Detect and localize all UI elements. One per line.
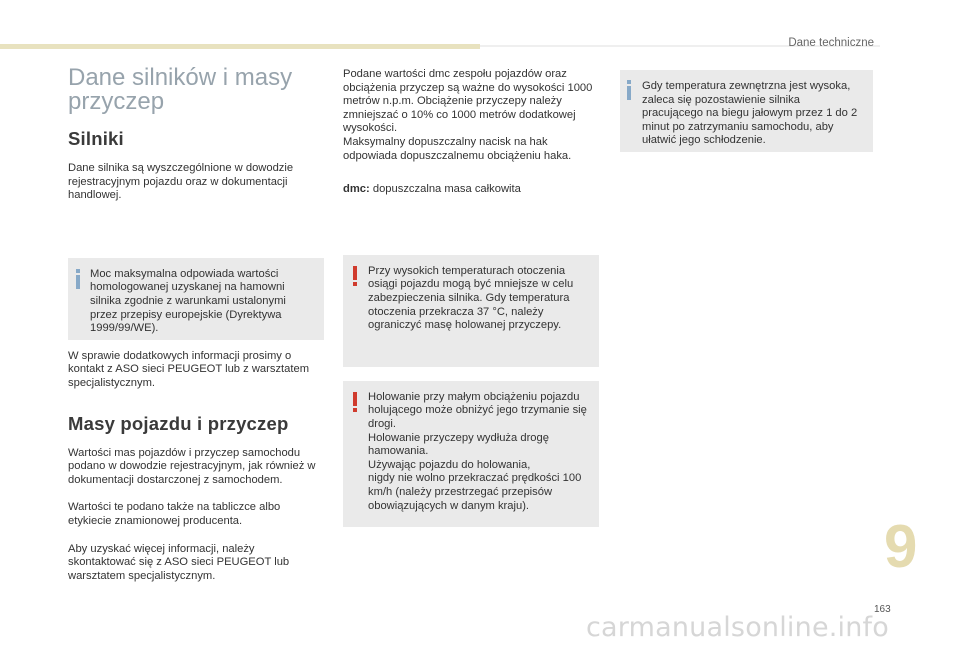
- warning-box-1-text: Przy wysokich temperaturach otoczenia osiągi pojazdu mogą być mniejsze w celu zabezpieczenia silnika. Gdy temperatura otoczenia przekracza 37 °C, należy ograniczyć masę holowanej przyczepy.: [368, 264, 574, 332]
- warning-box-temperature: [343, 255, 599, 367]
- warning-box-2-line: Używając pojazdu do holowania,: [368, 458, 531, 471]
- page-title: Dane silników i masy przyczep: [68, 64, 293, 115]
- contact-text: W sprawie dodatkowych informacji prosimy o kontakt z ASO sieci PEUGEOT lub z warsztatem specjalistycznym.: [68, 349, 310, 389]
- info-icon: [76, 269, 80, 289]
- column-left: [68, 66, 324, 583]
- info-box-engine-power: [68, 258, 324, 340]
- warning-icon: [352, 266, 358, 286]
- info-box-cooling: [620, 70, 873, 152]
- masses-text-3: Aby uzyskać więcej informacji, należy skontaktować się z ASO sieci PEUGEOT lub warsztatem specjalistycznym.: [68, 542, 290, 582]
- dmc-text-2: Maksymalny dopuszczalny nacisk na hak odpowiada dopuszczalnemu obciążeniu haka.: [343, 135, 572, 162]
- warning-icon: [352, 392, 358, 412]
- chapter-number: 9: [884, 513, 918, 580]
- warning-box-towing: [343, 381, 599, 527]
- warning-box-2-line: Holowanie przyczepy wydłuża drogę hamowania.: [368, 431, 549, 458]
- info-box-text: Gdy temperatura zewnętrzna jest wysoka, zaleca się pozostawienie silnika pracującego na biegu jałowym przez 1 do 2 minut po zatrzymaniu samochodu, aby ułatwić jego schłodzenie.: [642, 80, 858, 147]
- masses-text-1: Wartości mas pojazdów i przyczep samochodu podano w dowodzie rejestracyjnym, jak również w dokumentacji dostarczonej z samochodem.: [68, 446, 316, 486]
- masses-text-2: Wartości te podano także na tabliczce albo etykiecie znamionowej producenta.: [68, 501, 281, 527]
- page-number: 163: [874, 604, 891, 615]
- engines-heading: Silniki: [68, 128, 124, 149]
- chapter-title: Dane techniczne: [788, 37, 874, 49]
- info-box-text: Moc maksymalna odpowiada wartości homologowanej uzyskanej na hamowni silnika zgodnie z warunkami ustalonymi przez przepisy europejskie (Dyrektywa 1999/99/WE).: [90, 267, 286, 335]
- dmc-def: dopuszczalna masa całkowita: [369, 183, 521, 196]
- warning-box-2-line: Holowanie przy małym obciążeniu pojazdu holującego może obniżyć jego trzymanie się drogi.: [368, 390, 587, 430]
- watermark: carmanualsonline.info: [586, 612, 889, 643]
- column-middle: [343, 68, 599, 527]
- dmc-text-1: Podane wartości dmc zespołu pojazdów oraz obciążenia przyczep są ważne do wysokości 1000 metrów n.p.m. Obciążenie przyczepy należy zmniejszać o 10% co 1000 metrów dodatkowej wysokości.: [343, 68, 593, 135]
- column-right: [620, 70, 873, 152]
- dmc-definition: [343, 183, 599, 197]
- warning-box-2-line: nigdy nie wolno przekraczać prędkości 100 km/h (należy przestrzegać przepisów obowiązujących w danym kraju).: [368, 472, 582, 512]
- masses-heading: Masy pojazdu i przyczep: [68, 412, 289, 434]
- engines-text: Dane silnika są wyszczególnione w dowodzie rejestracyjnym pojazdu oraz w dokumentacji handlowej.: [68, 162, 294, 202]
- header-accent-bar: [0, 44, 480, 49]
- info-icon: [627, 80, 631, 100]
- dmc-label: dmc:: [343, 183, 370, 196]
